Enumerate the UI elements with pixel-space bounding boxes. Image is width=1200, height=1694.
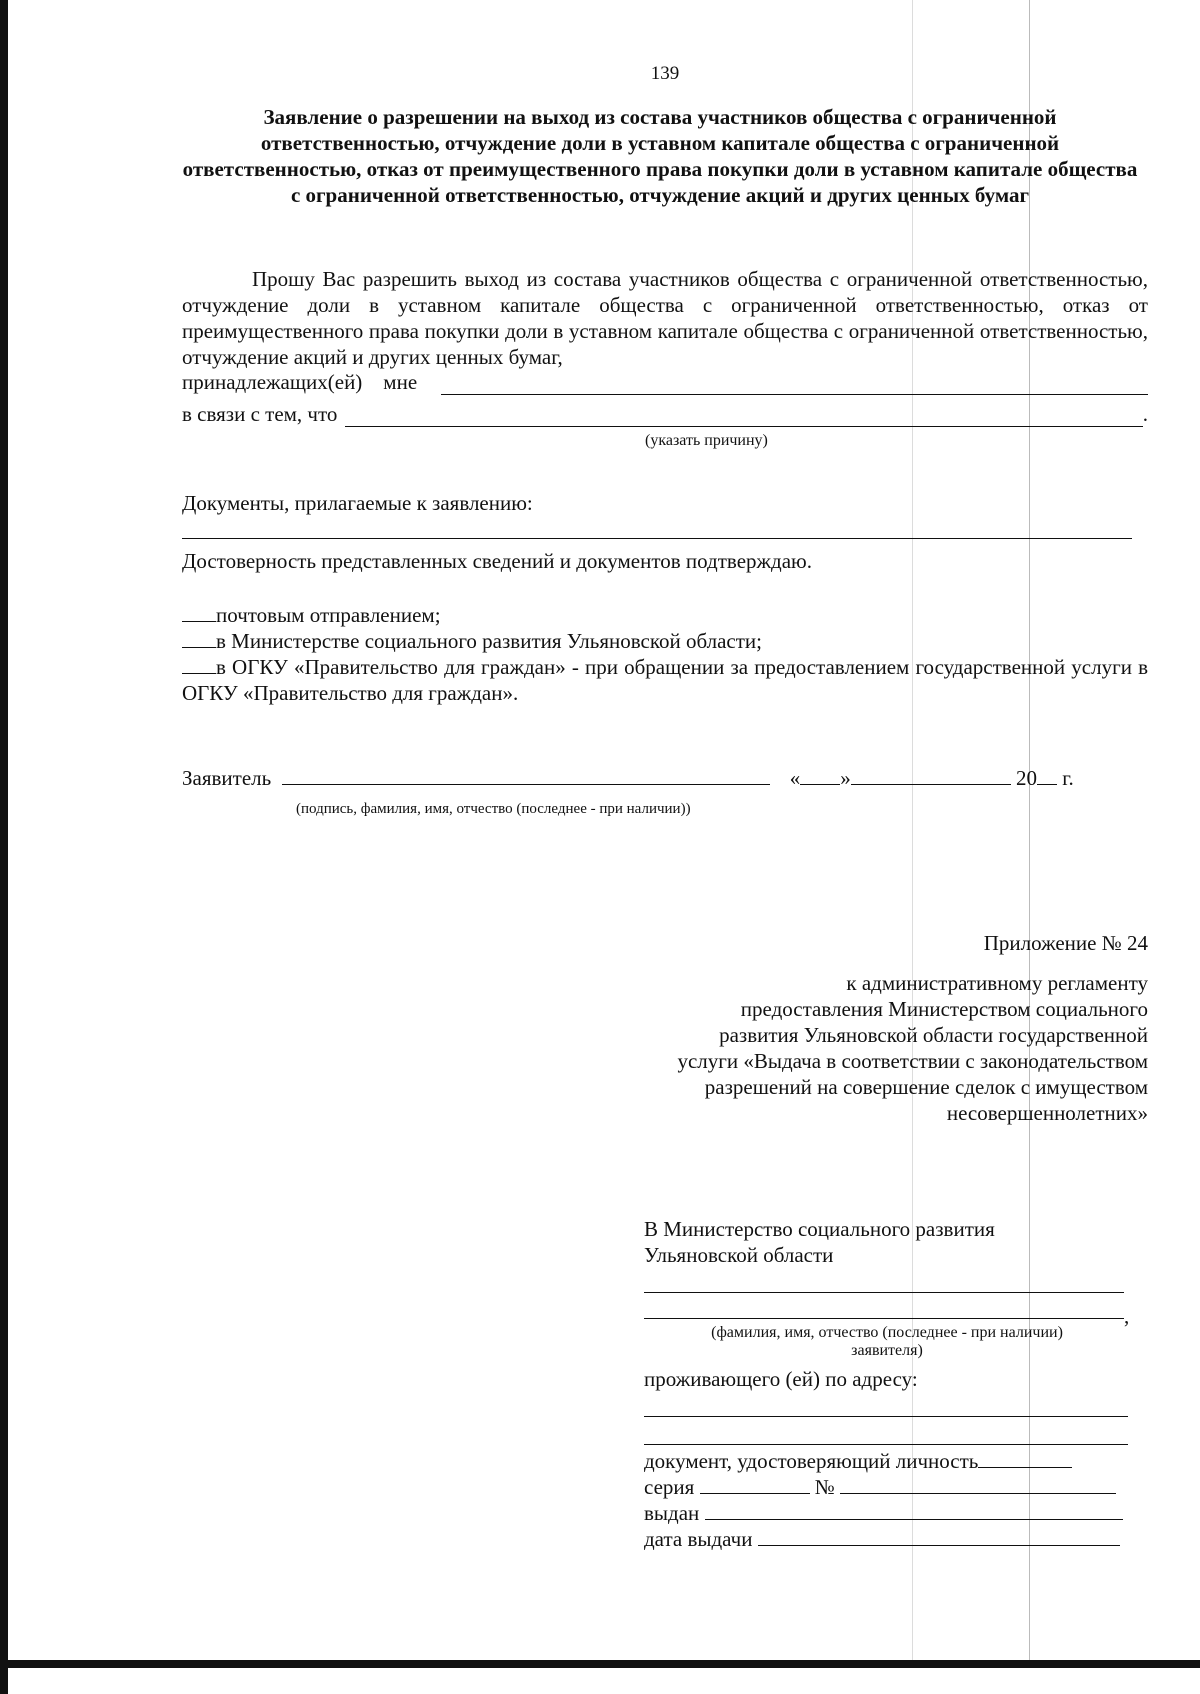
- documents-label: Документы, прилагаемые к заявлению:: [182, 491, 533, 515]
- delivery-option[interactable]: в ОГКУ «Правительство для граждан» - при обращении за предоставлением государственной услуги в ОГКУ «Правительство для граждан».: [182, 655, 1148, 705]
- reason-field[interactable]: [345, 406, 1142, 427]
- id-doc-field[interactable]: [978, 1449, 1072, 1468]
- year-suffix: г.: [1062, 766, 1074, 790]
- signature-hint: (подпись, фамилия, имя, отчество (последнее - при наличии)): [296, 801, 691, 817]
- appendix-line: разрешений на совершение сделок с имуществом: [704, 1075, 1148, 1099]
- date-open-quote: «: [789, 766, 801, 790]
- address-field[interactable]: [644, 1444, 1128, 1445]
- page-number: 139: [650, 63, 680, 84]
- issue-date-field[interactable]: [758, 1527, 1120, 1546]
- delivery-option[interactable]: в Министерстве социального развития Ульяновской области;: [182, 628, 1148, 654]
- id-doc-label: документ, удостоверяющий личность: [644, 1449, 979, 1473]
- reason-label: в связи с тем, что: [182, 402, 338, 426]
- id-doc-row: [644, 1448, 1130, 1474]
- confirm-text: Достоверность представленных сведений и документов подтверждаю.: [182, 549, 812, 573]
- appendix-line: несовершеннолетних»: [946, 1101, 1148, 1125]
- issued-field[interactable]: [705, 1501, 1123, 1520]
- appendix-line: предоставления Министерством социального: [740, 997, 1148, 1021]
- number-field[interactable]: [840, 1475, 1116, 1494]
- applicant-name-field[interactable]: [644, 1318, 1124, 1319]
- scan-edge-bottom: [0, 1660, 1200, 1668]
- appendix-line: услуги «Выдача в соответствии с законодательством: [677, 1049, 1148, 1073]
- date-day-field[interactable]: [800, 766, 840, 785]
- issue-date-row: [644, 1526, 1130, 1552]
- signature-label: Заявитель: [182, 766, 272, 790]
- series-row: [644, 1474, 1130, 1500]
- request-paragraph: Прошу Вас разрешить выход из состава участников общества с ограниченной ответственностью, отчуждение доли в уставном капитале общества с ограниченной ответственностью, отказ от преимущественного права покупки доли в уставном капитале общества с ограниченной ответственностью, отчуждение акций и других ценных бумаг,: [182, 267, 1148, 369]
- addressee-line: В Министерство социального развития: [644, 1217, 995, 1241]
- name-hint: (фамилия, имя, отчество (последнее - при наличии) заявителя): [711, 1324, 1063, 1359]
- address-field[interactable]: [644, 1416, 1128, 1417]
- belonging-field[interactable]: [441, 374, 1148, 395]
- signature-row: [182, 765, 1148, 791]
- belonging-label: принадлежащих(ей) мне: [182, 370, 418, 394]
- issued-label: выдан: [644, 1501, 700, 1525]
- documents-field[interactable]: [182, 538, 1132, 539]
- delivery-checkbox-blank[interactable]: [182, 603, 216, 622]
- applicant-name-field[interactable]: [644, 1292, 1124, 1293]
- delivery-checkbox-blank[interactable]: [182, 629, 216, 648]
- residing-label: проживающего (ей) по адресу:: [644, 1367, 918, 1391]
- issued-row: [644, 1500, 1130, 1526]
- issue-date-label: дата выдачи: [644, 1527, 753, 1551]
- scan-artifact-line: [1029, 0, 1030, 1660]
- date-close-quote: »: [840, 766, 851, 790]
- date-month-field[interactable]: [851, 766, 1011, 785]
- scan-edge-left: [0, 0, 8, 1694]
- comma: ,: [1124, 1304, 1130, 1328]
- addressee-line: Ульяновской области: [644, 1243, 834, 1267]
- delivery-option[interactable]: почтовым отправлением;: [182, 602, 1148, 628]
- appendix-line: к административному регламенту: [846, 971, 1148, 995]
- appendix-heading: Приложение № 24: [983, 931, 1148, 955]
- appendix-text: [560, 970, 1148, 1126]
- reason-row: [182, 402, 1148, 427]
- delivery-options: [182, 602, 1148, 706]
- year-field[interactable]: [1037, 766, 1057, 785]
- series-label: серия: [644, 1475, 695, 1499]
- appendix-line: развития Ульяновской области государственной: [719, 1023, 1148, 1047]
- year-prefix: 20: [1015, 766, 1037, 790]
- reason-hint: (указать причину): [645, 432, 768, 449]
- delivery-checkbox-blank[interactable]: [182, 655, 216, 674]
- reason-dot: .: [1142, 402, 1148, 426]
- series-field[interactable]: [700, 1475, 810, 1494]
- document-title: Заявление о разрешении на выход из состава участников общества с ограниченной ответственностью, отчуждение доли в уставном капитале общества с ограниченной ответственностью, отказ от преимущественного права покупки доли в уставном капитале общества с ограниченной ответственностью, отчуждение акций и других ценных бумаг: [182, 105, 1138, 207]
- addressee: [644, 1216, 1130, 1268]
- signature-field[interactable]: [282, 766, 770, 785]
- scan-artifact-line: [912, 0, 913, 1660]
- belonging-row: [182, 370, 1148, 395]
- number-label: №: [814, 1475, 835, 1499]
